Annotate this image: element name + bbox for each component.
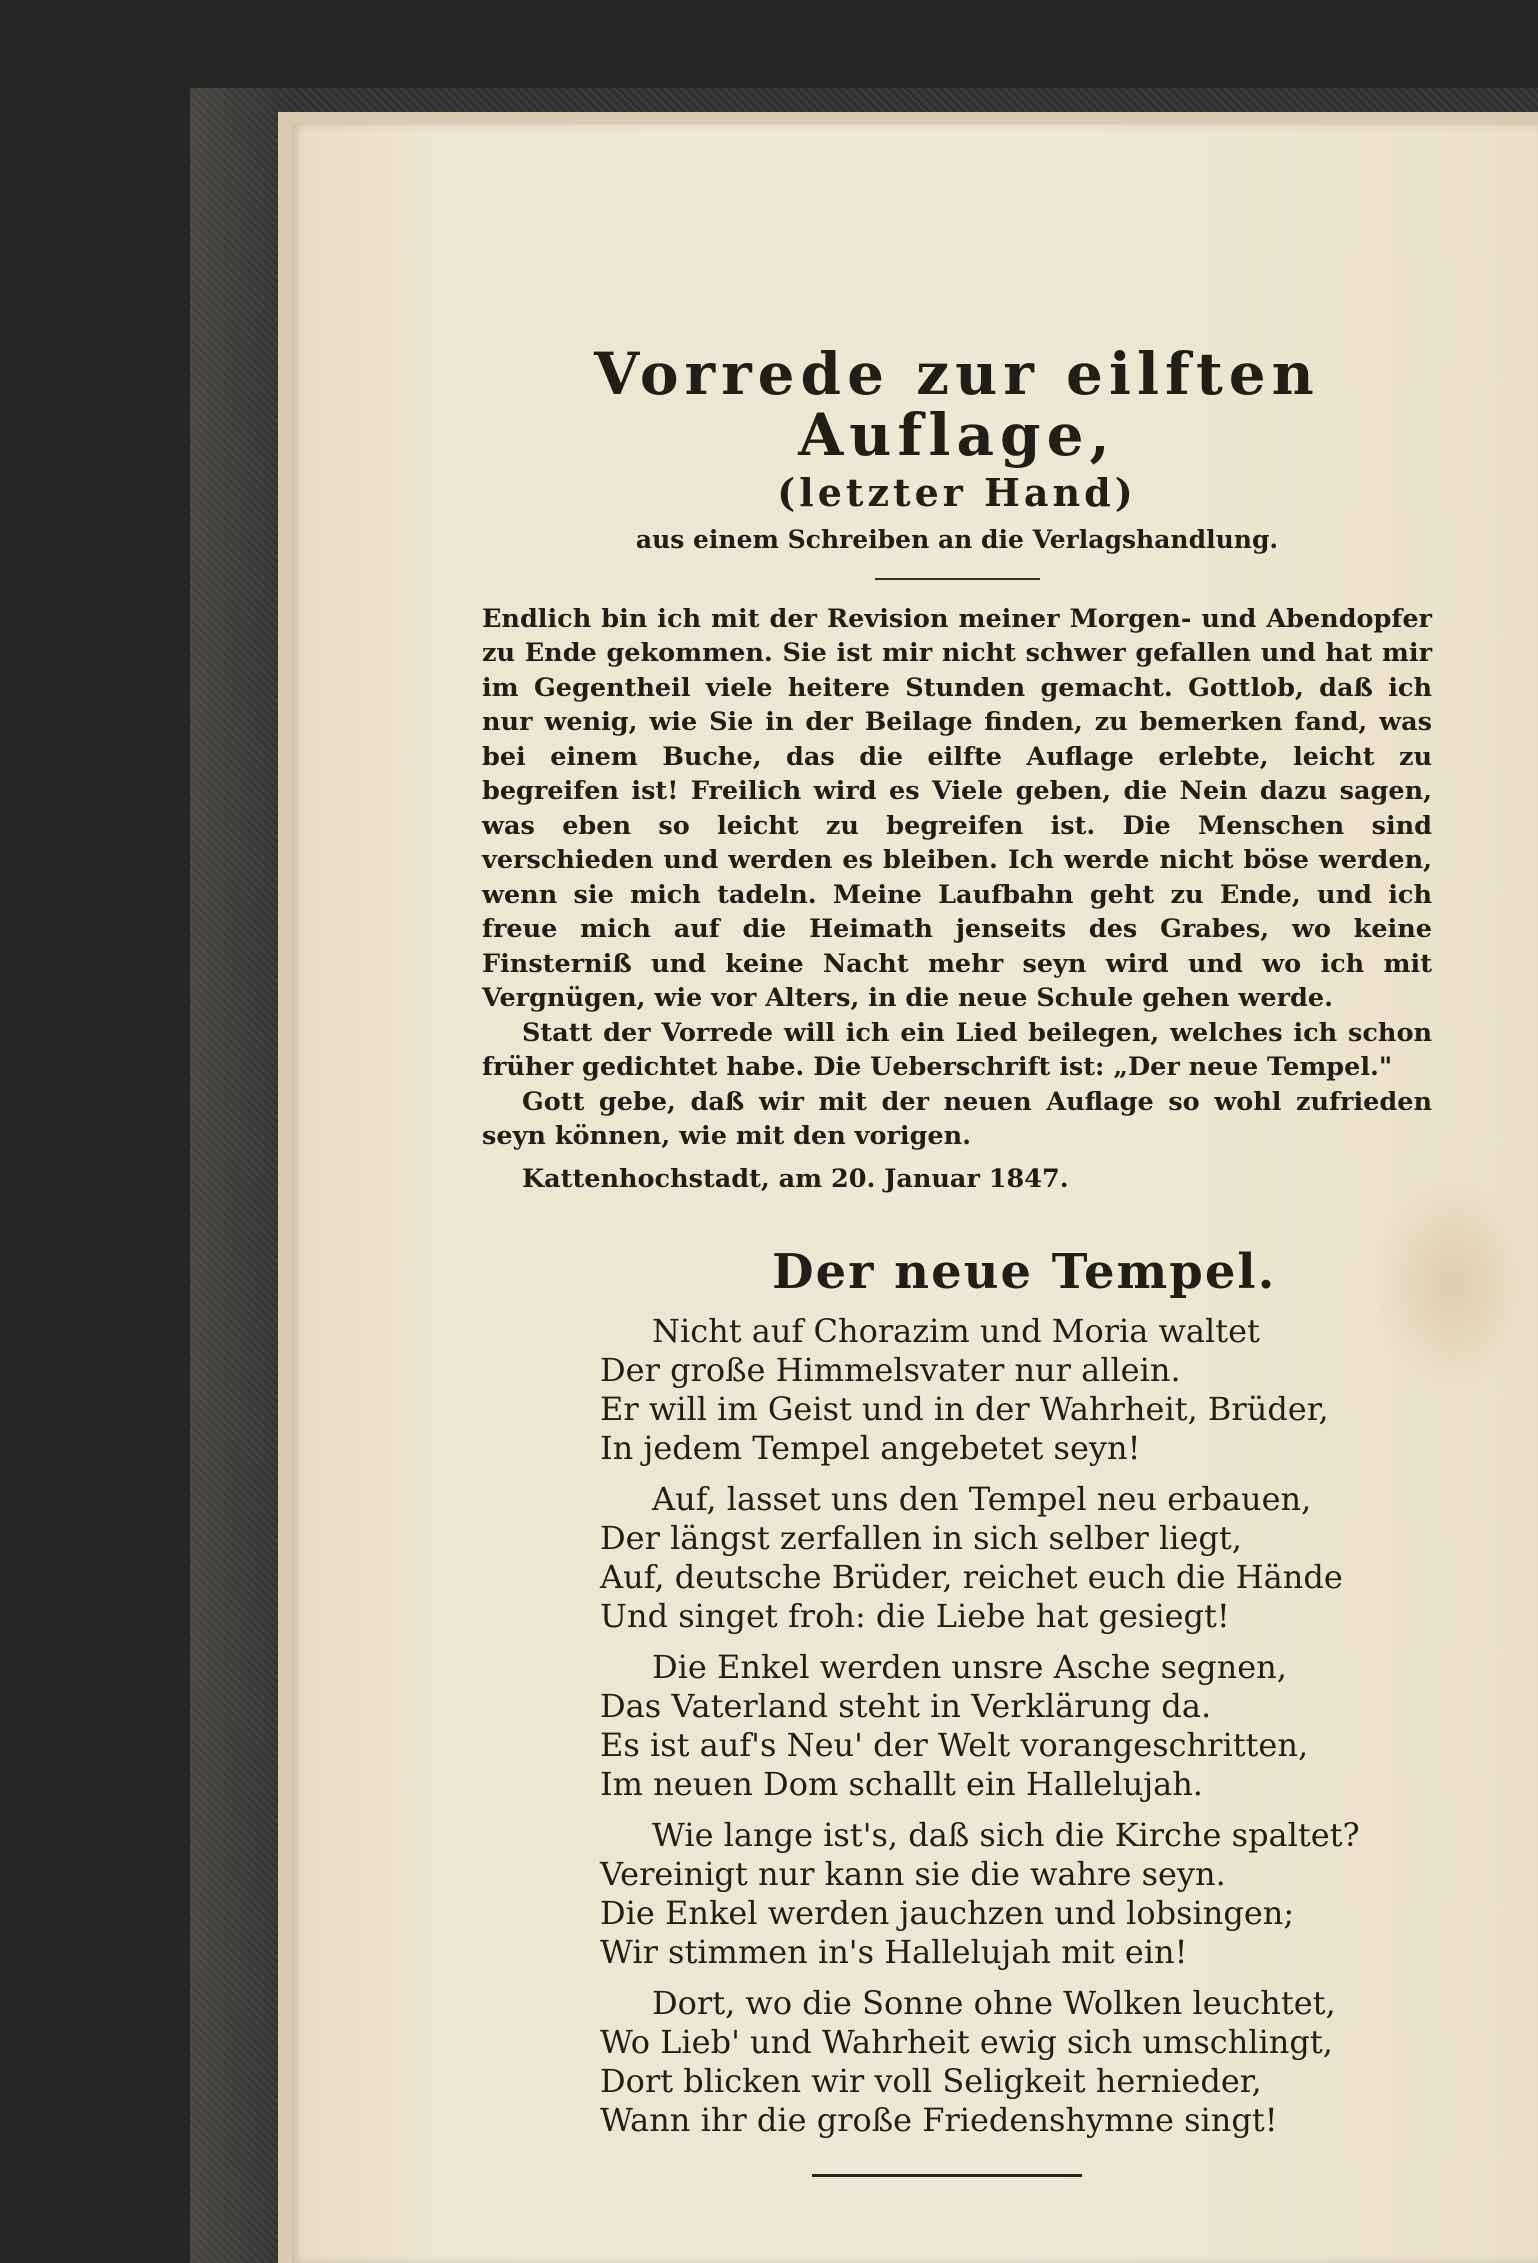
poem-title: Der neue Tempel. <box>772 1243 1277 1300</box>
title-divider <box>875 578 1040 580</box>
poem-verse: Der große Himmelsvater nur allein. <box>600 1350 1181 1389</box>
poem-verse: Nicht auf Chorazim und Moria waltet <box>652 1311 1260 1350</box>
preface-paragraph-3: Gott gebe, daß wir mit der neuen Auflage so wohl zufrieden seyn können, wie mit den vorigen. <box>482 1086 1432 1152</box>
poem-verse: Wo Lieb' und Wahrheit ewig sich umschlingt, <box>600 2022 1333 2061</box>
poem-verse: Der längst zerfallen in sich selber liegt, <box>600 1518 1242 1557</box>
preface-source-note: aus einem Schreiben an die Verlagshandlung. <box>635 524 1279 554</box>
poem-verse: Er will im Geist und in der Wahrheit, Brüder, <box>600 1389 1329 1428</box>
poem <box>482 1312 1432 2140</box>
poem-verse: Wann ihr die große Friedenshymne singt! <box>600 2100 1278 2139</box>
preface-paragraph-1: Endlich bin ich mit der Revision meiner Morgen- und Abendopfer zu Ende gekommen. Sie ist mir nicht schwer gefallen und hat mir im Gegentheil viele heitere Stunden gemacht. Gottlob, daß ich nur wenig, wie Sie in der Beilage finden, zu bemerken fand, was bei einem Buche, das die eilfte Auflage erlebte, leicht zu begreifen ist! Freilich wird es Viele geben, die Nein dazu sagen, was eben so leicht zu begreifen ist. Die Menschen sind verschieden und werden es bleiben. Ich werde nicht böse werden, wenn sie mich tadeln. Meine Laufbahn geht zu Ende, und ich freue mich auf die Heimath jenseits des Grabes, wo keine Finsterniß und keine Nacht mehr seyn wird und wo ich mit Vergnügen, wie vor Alters, in die neue Schule gehen werde. <box>482 603 1432 1014</box>
poem-verse: Die Enkel werden jauchzen und lobsingen; <box>600 1893 1295 1932</box>
poem-stanza-5 <box>482 1984 1432 2140</box>
page-content <box>482 340 1432 2177</box>
poem-verse: Das Vaterland steht in Verklärung da. <box>600 1686 1212 1725</box>
poem-verse: Dort, wo die Sonne ohne Wolken leuchtet, <box>652 1983 1336 2022</box>
poem-stanza-1 <box>482 1312 1432 1468</box>
poem-verse: Es ist auf's Neu' der Welt vorangeschritten, <box>600 1725 1309 1764</box>
poem-stanza-4 <box>482 1816 1432 1972</box>
poem-stanza-2 <box>482 1480 1432 1636</box>
poem-verse: Die Enkel werden unsre Asche segnen, <box>652 1647 1287 1686</box>
preface-subtitle: (letzter Hand) <box>777 469 1137 515</box>
preface-title: Vorrede zur eilften Auflage, <box>594 340 1320 469</box>
poem-verse: Wir stimmen in's Hallelujah mit ein! <box>600 1932 1188 1971</box>
preface-dateline: Kattenhochstadt, am 20. Januar 1847. <box>522 1163 1069 1194</box>
poem-verse: In jedem Tempel angebetet seyn! <box>600 1428 1141 1467</box>
poem-verse: Wie lange ist's, daß sich die Kirche spaltet? <box>652 1815 1360 1854</box>
poem-stanza-3 <box>482 1648 1432 1804</box>
poem-verse: Auf, lasset uns den Tempel neu erbauen, <box>652 1479 1312 1518</box>
preface-paragraph-2: Statt der Vorrede will ich ein Lied beilegen, welches ich schon früher gedichtet habe. Die Ueberschrift ist: „Der neue Tempel." <box>482 1017 1432 1083</box>
poem-verse: Im neuen Dom schallt ein Hallelujah. <box>600 1764 1203 1803</box>
cover-spine-wear <box>190 88 286 2263</box>
poem-verse: Dort blicken wir voll Seligkeit hernieder, <box>600 2061 1262 2100</box>
closing-rule <box>812 2174 1082 2177</box>
preface-text <box>482 602 1432 1154</box>
poem-verse: Und singet froh: die Liebe hat gesiegt! <box>600 1596 1230 1635</box>
poem-verse: Auf, deutsche Brüder, reichet euch die Hände <box>600 1557 1343 1596</box>
book-page <box>292 124 1538 2263</box>
poem-verse: Vereinigt nur kann sie die wahre seyn. <box>600 1854 1226 1893</box>
